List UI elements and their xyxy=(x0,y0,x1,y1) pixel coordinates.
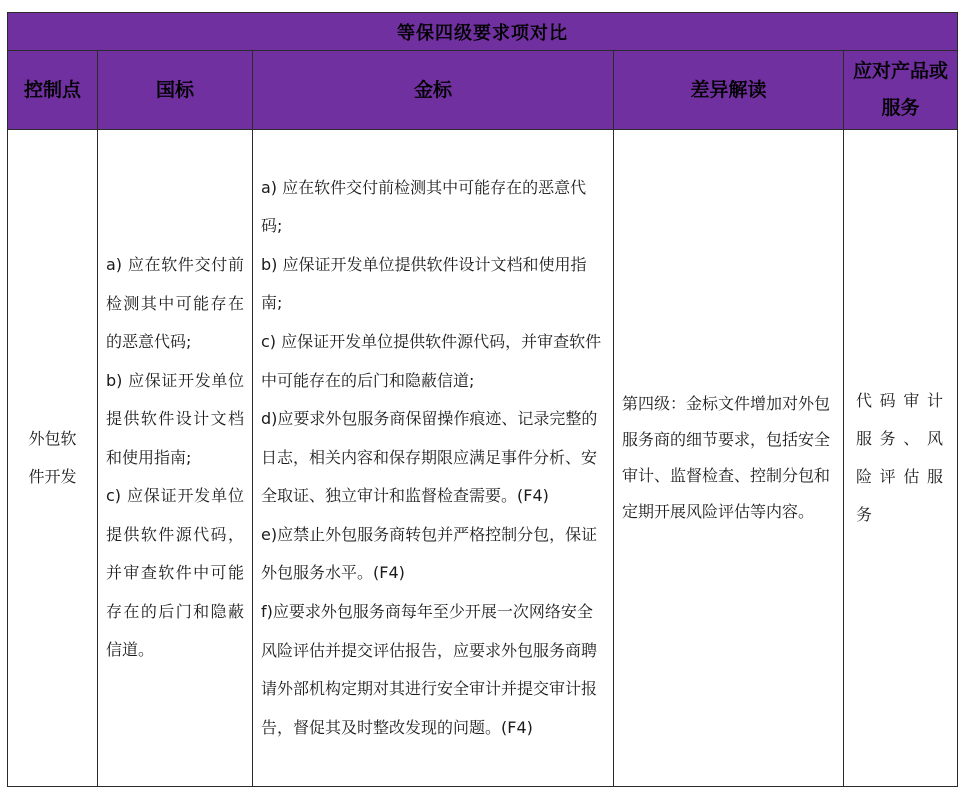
table-title: 等保四级要求项对比 xyxy=(8,13,958,51)
jb-item-c: c) 应保证开发单位提供软件源代码，并审查软件中可能存在的后门和隐蔽信道; xyxy=(261,331,602,390)
jb-item-e: e)应禁止外包服务商转包并严格控制分包，保证外包服务水平。(F4) xyxy=(261,524,598,583)
table-header-row xyxy=(8,51,958,130)
jb-item-d: d)应要求外包服务商保留操作痕迹、记录完整的日志，相关内容和保存期限应满足事件分析、安全取证、独立审计和监督检查需要。(F4) xyxy=(261,409,598,506)
cell-difference: 第四级：金标文件增加对外包服务商的细节要求，包括安全审计、监督检查、控制分包和定期开展风险评估等内容。 xyxy=(614,130,844,787)
gb-item-b: b) 应保证开发单位提供软件设计文档和使用指南; xyxy=(106,370,244,467)
control-point-text: 外包软件开发 xyxy=(28,428,77,486)
gb-item-a: a) 应在软件交付前检测其中可能存在的恶意代码; xyxy=(106,255,244,352)
header-control-point: 控制点 xyxy=(8,51,98,130)
jb-item-f: f)应要求外包服务商每年至少开展一次网络安全风险评估并提交评估报告，应要求外包服务商聘请外部机构定期对其进行安全审计并提交审计报告，督促其及时整改发现的问题。(F4) xyxy=(261,602,598,737)
jb-item-b: b) 应保证开发单位提供软件设计文档和使用指南; xyxy=(261,254,587,313)
cell-national-standard xyxy=(98,130,253,787)
jb-item-a: a) 应在软件交付前检测其中可能存在的恶意代码; xyxy=(261,177,587,236)
cell-control-point xyxy=(8,130,98,787)
cell-product-service: 代码审计服务、风险评估服务 xyxy=(844,130,958,787)
header-product-service: 应对产品或服务 xyxy=(844,51,958,130)
table-title-row xyxy=(8,13,958,51)
comparison-table-container xyxy=(7,12,958,787)
gb-item-c: c) 应保证开发单位提供软件源代码，并审查软件中可能存在的后门和隐蔽信道。 xyxy=(106,486,244,660)
comparison-table xyxy=(7,12,958,787)
cell-financial-standard xyxy=(253,130,614,787)
header-national-standard: 国标 xyxy=(98,51,253,130)
header-financial-standard: 金标 xyxy=(253,51,614,130)
table-row xyxy=(8,130,958,787)
header-difference: 差异解读 xyxy=(614,51,844,130)
